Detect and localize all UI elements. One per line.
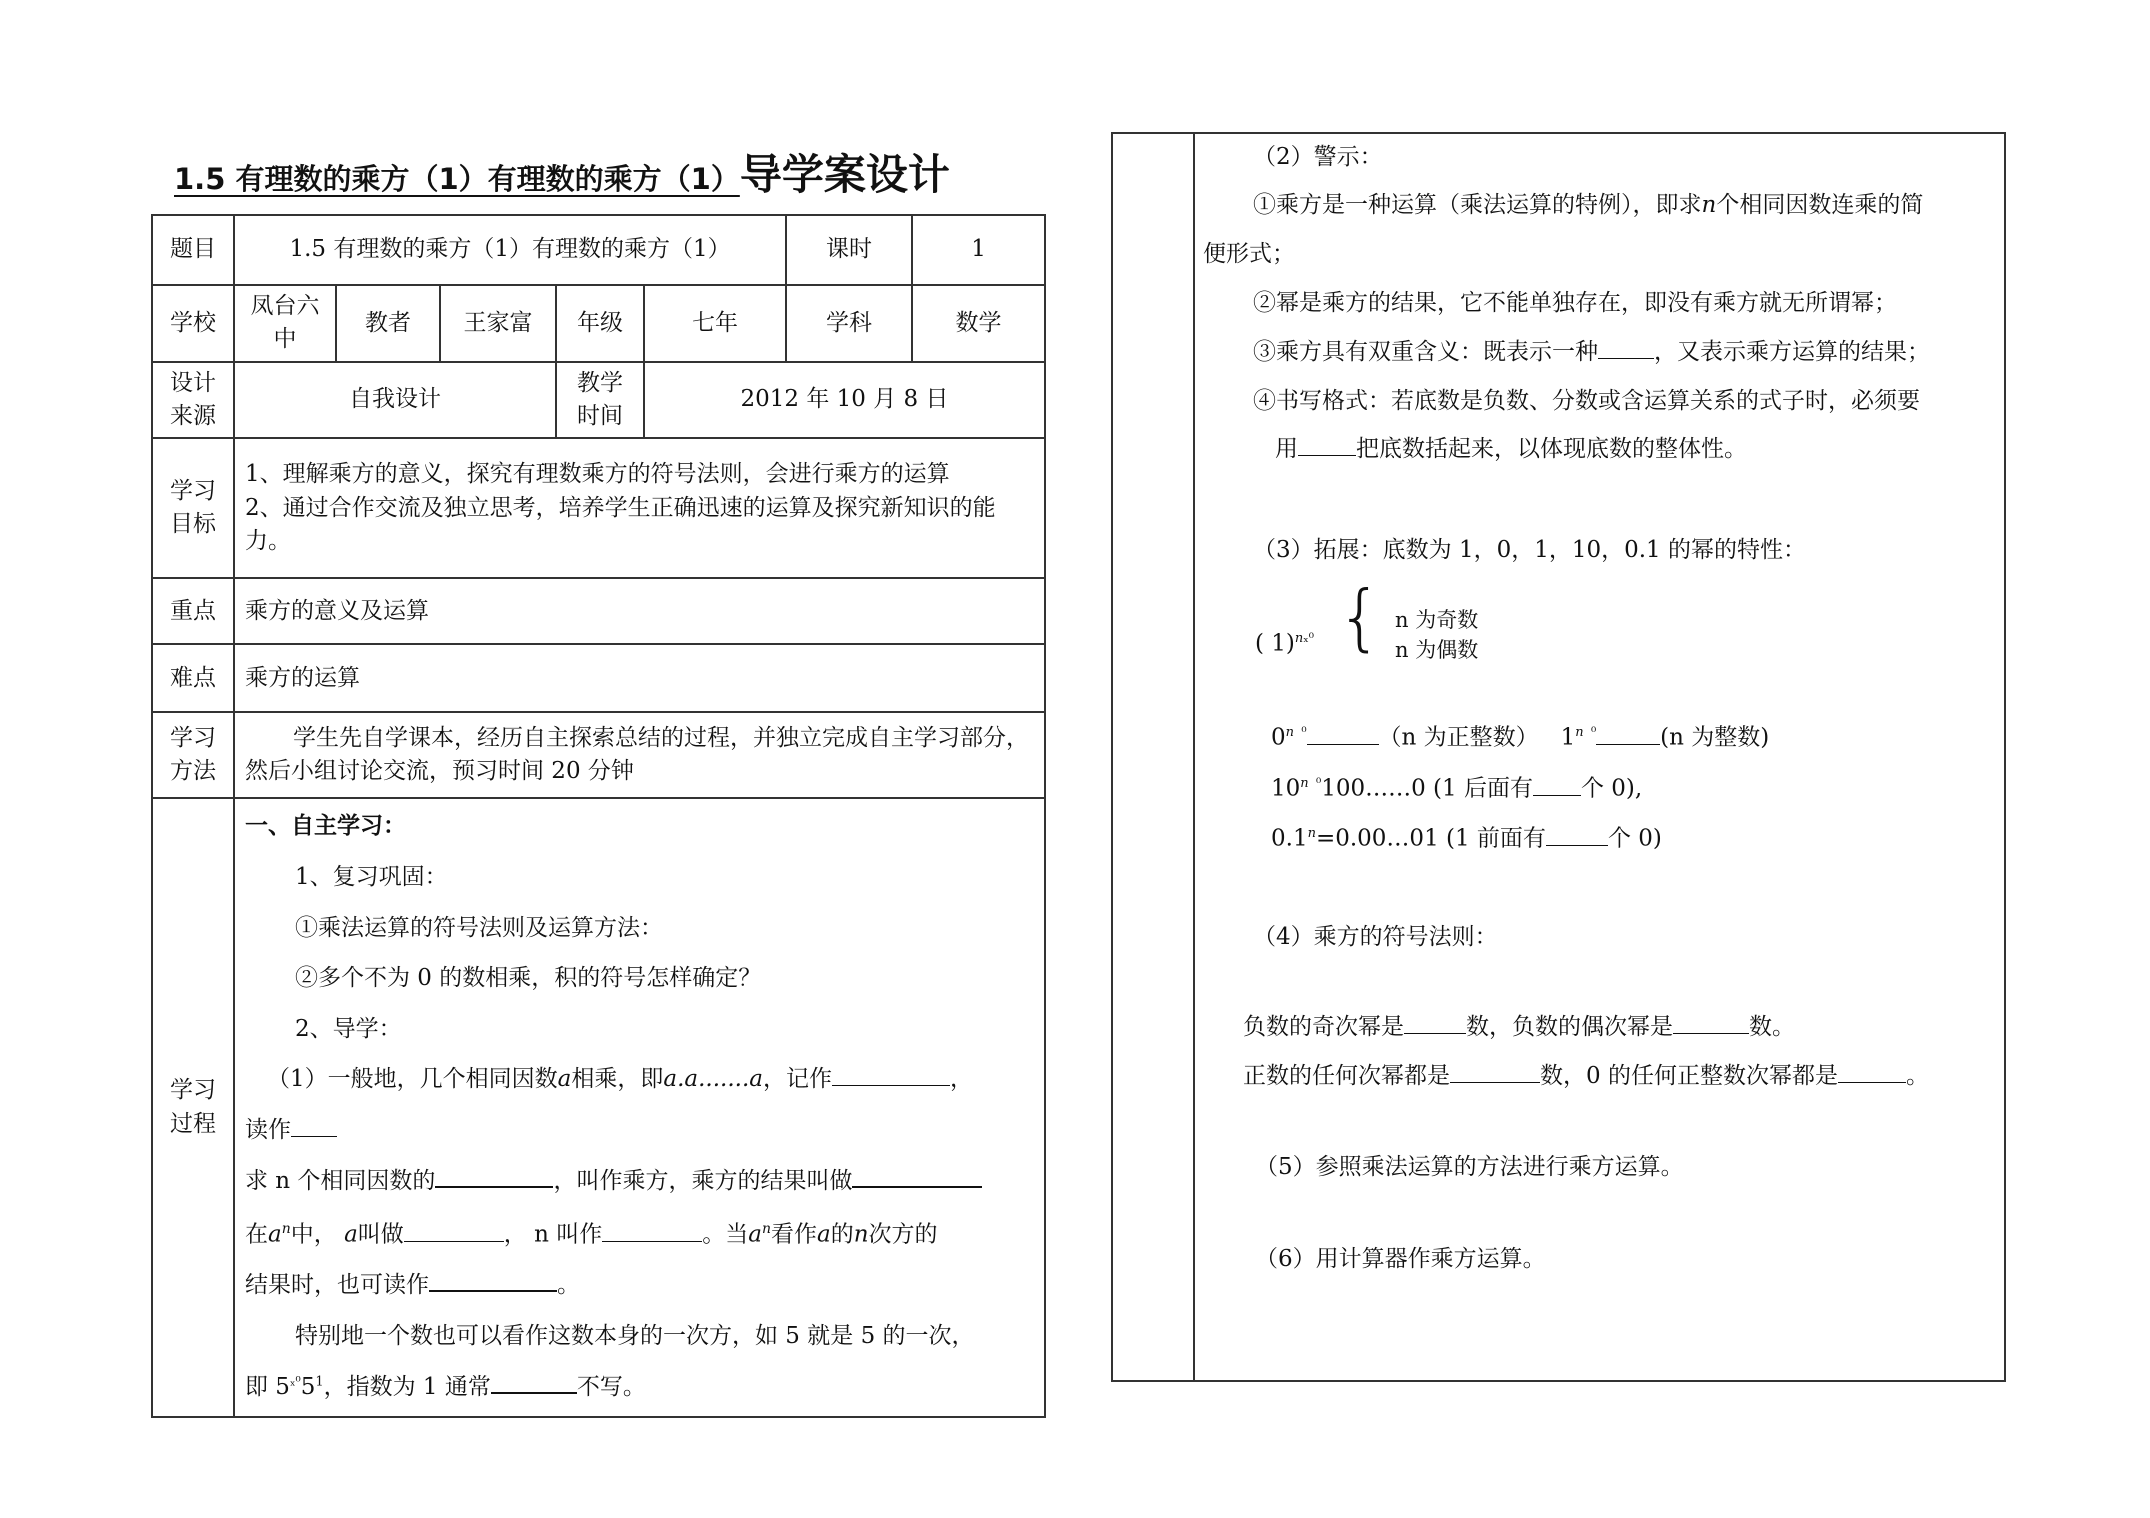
question-2: ②多个不为 0 的数相乘，积的符号怎样确定？ <box>295 965 762 992</box>
blank-reading[interactable] <box>291 1116 337 1137</box>
section-heading: 一、自主学习： <box>245 813 406 840</box>
row-process <box>152 798 1045 1417</box>
grade-value: 七年 <box>644 285 786 362</box>
label-teacher: 教者 <box>336 285 440 362</box>
school-value: 凤台六中 <box>234 285 336 362</box>
zero-one-power: 0$^n$ $^{^0}$ （n 为正整数） 1$^n$ $^{^0}$ (n 为整数) <box>1271 724 1770 751</box>
brace-icon: { <box>1337 575 1383 659</box>
row-topic <box>152 215 1045 285</box>
label-method: 学习方法 <box>152 712 234 798</box>
blank-odd-sign[interactable] <box>1404 1013 1466 1034</box>
row-school <box>152 285 1045 362</box>
blank-omit[interactable] <box>491 1372 577 1394</box>
blank-base[interactable] <box>404 1221 504 1242</box>
label-source: 设计来源 <box>152 362 234 439</box>
label-grade: 年级 <box>556 285 644 362</box>
blank-zero-power[interactable] <box>1307 724 1379 745</box>
guide-line-4: 在$a^n$中， a叫做 ， n 叫作 。当$a^n$看作a的n次方的 <box>245 1221 938 1248</box>
blank-notation[interactable] <box>832 1065 950 1086</box>
row-key-point <box>152 578 1045 644</box>
title-lesson: 1.5 有理数的乘方（1）有理数的乘方（1） <box>174 162 740 196</box>
hours-value: 1 <box>912 215 1045 285</box>
blank-meaning[interactable] <box>1598 338 1654 359</box>
label-goals: 学习目标 <box>152 438 234 578</box>
warning-1: ①乘方是一种运算（乘法运算的特例），即求n个相同因数连乘的简 <box>1253 192 1924 218</box>
guide-line-2: 读作 <box>245 1105 1034 1156</box>
warning-1-cont: 便形式； <box>1203 241 1295 267</box>
goals-cell <box>234 438 1045 578</box>
blank-exponent[interactable] <box>602 1221 702 1242</box>
warning-4-cont: 用 把底数括起来，以体现底数的整体性。 <box>1275 436 1747 462</box>
time-value: 2012 年 10 月 8 日 <box>644 362 1045 439</box>
warning-4: ④书写格式：若底数是负数、分数或含运算关系的式子时，必须要 <box>1253 388 1920 414</box>
source-value: 自我设计 <box>234 362 556 439</box>
label-key-point: 重点 <box>152 578 234 644</box>
topic-value: 1.5 有理数的乘方（1）有理数的乘方（1） <box>234 215 786 285</box>
blank-positive-sign[interactable] <box>1450 1062 1540 1083</box>
row-goals <box>152 438 1045 578</box>
blank-even-sign[interactable] <box>1673 1013 1749 1034</box>
sign-rule-heading: （4）乘方的符号法则： <box>1253 924 1498 950</box>
method-value: 学生先自学课本，经历自主探索总结的过程，并独立完成自主学习部分，然后小组讨论交流，预习时间 20 分钟 <box>234 712 1045 798</box>
question-1: ①乘法运算的符号法则及运算方法： <box>295 914 663 941</box>
goal-2: 2、通过合作交流及独立思考，培养学生正确迅速的运算及探究新知识的能力。 <box>245 494 996 555</box>
label-topic: 题目 <box>152 215 234 285</box>
row-method <box>152 712 1045 798</box>
sign-rule-negative: 负数的奇次幂是 数，负数的偶次幂是 数。 <box>1243 1014 1795 1040</box>
label-subject: 学科 <box>786 285 912 362</box>
label-process: 学习过程 <box>152 798 234 1417</box>
label-difficulty: 难点 <box>152 644 234 712</box>
point-one-power: $0.1^n=0.00\dots 01$ (1 前面有 个 0) <box>1271 825 1662 852</box>
document-title <box>174 142 950 202</box>
blank-ten-zeros[interactable] <box>1533 775 1581 796</box>
blank-read-as[interactable] <box>429 1270 557 1292</box>
row-source <box>152 362 1045 439</box>
case-even: n 为偶数 <box>1395 638 1479 662</box>
right-panel-divider <box>1193 134 1195 1380</box>
extension-heading: （3）拓展：底数为 1，0，1，10，0.1 的幂的特性： <box>1253 537 1806 563</box>
blank-one-power[interactable] <box>1596 724 1660 745</box>
row-difficulty <box>152 644 1045 712</box>
blank-point-zeros[interactable] <box>1546 825 1608 846</box>
warning-2: ②幂是乘方的结果，它不能单独存在，即没有乘方就无所谓幂； <box>1253 290 1897 316</box>
review-heading: 1、复习巩固： <box>295 863 448 890</box>
guide-line-3: 求 n 个相同因数的 ，叫作乘方，乘方的结果叫做 <box>245 1156 1034 1207</box>
case-odd: n 为奇数 <box>1395 608 1479 632</box>
process-cell <box>234 798 1045 1417</box>
warning-heading: （2）警示： <box>1253 144 1383 170</box>
lesson-info-table <box>151 214 1046 1418</box>
guide-heading: 2、导学： <box>295 1015 402 1042</box>
guide-line-5: 结果时，也可读作 。 <box>245 1272 580 1299</box>
sign-rule-positive: 正数的任何次幂都是 数，0 的任何正整数次幂都是 。 <box>1243 1063 1929 1089</box>
practice-5: （5）参照乘法运算的方法进行乘方运算。 <box>1255 1154 1684 1180</box>
key-point-value: 乘方的意义及运算 <box>234 578 1045 644</box>
label-hours: 课时 <box>786 215 912 285</box>
label-time: 教学时间 <box>556 362 644 439</box>
guide-line-7: 即 $5^{_x^0}5^1$，指数为 1 通常 不写。 <box>245 1373 646 1400</box>
title-design: 导学案设计 <box>739 150 950 199</box>
goal-1: 1、理解乘方的意义，探究有理数乘方的符号法则，会进行乘方的运算 <box>245 461 950 488</box>
label-school: 学校 <box>152 285 234 362</box>
blank-brackets[interactable] <box>1298 435 1356 456</box>
warning-3: ③乘方具有双重含义：既表示一种 ，又表示乘方运算的结果； <box>1253 339 1930 365</box>
neg-one-power: ( 1)$^{n_x^0}$ <box>1255 630 1314 657</box>
blank-operation[interactable] <box>435 1166 553 1188</box>
blank-zero-result[interactable] <box>1838 1062 1906 1083</box>
guide-line-6: 特别地一个数也可以看作这数本身的一次方，如 5 就是 5 的一次， <box>295 1322 975 1349</box>
guide-line-1: （1）一般地，几个相同因数a相乘，即a.a.......a，记作 ， <box>267 1066 973 1093</box>
ten-power: 10$^n$ $^{^0}$100……0 (1 后面有 个 0), <box>1271 775 1643 802</box>
difficulty-value: 乘方的运算 <box>234 644 1045 712</box>
teacher-value: 王家富 <box>440 285 556 362</box>
right-panel <box>1111 132 2006 1382</box>
subject-value: 数学 <box>912 285 1045 362</box>
practice-6: （6）用计算器作乘方运算。 <box>1255 1246 1546 1272</box>
blank-result[interactable] <box>852 1166 982 1188</box>
